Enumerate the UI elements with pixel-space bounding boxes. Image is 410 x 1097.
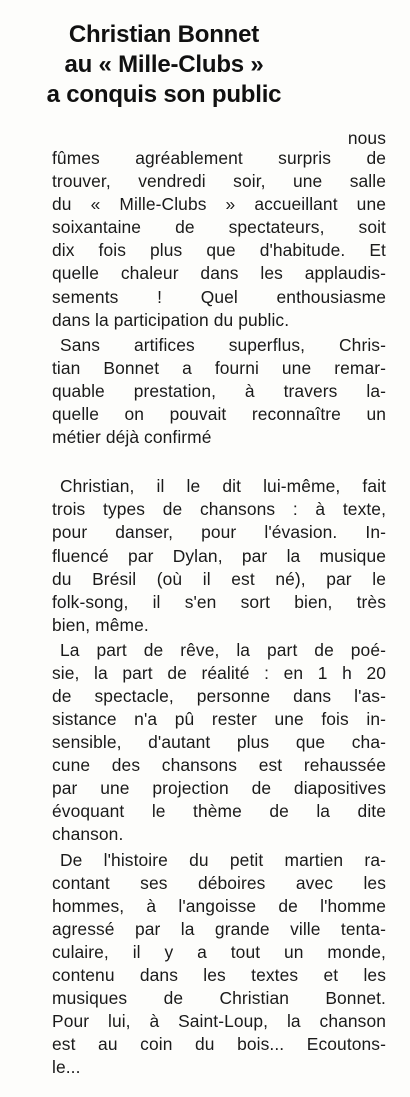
article-line: quelle on pouvait reconnaître un <box>52 404 386 424</box>
article-line: pour danser, pour l'évasion. In- <box>52 522 386 542</box>
article-line: contant ses déboires avec les <box>52 873 386 893</box>
article-line: quelle chaleur dans les applaudis- <box>52 263 386 283</box>
headline-line: au « Mille-Clubs » <box>64 51 264 78</box>
article-line: bien, même. <box>52 615 149 635</box>
article-line: par une projection de diapositives <box>52 778 386 798</box>
article-line: trois types de chansons : à texte, <box>52 499 386 519</box>
article-line: trouver, vendredi soir, une salle <box>52 171 386 191</box>
article-line: sements ! Quel enthousiasme <box>52 287 386 307</box>
article-line: La part de rêve, la part de poé- <box>60 640 386 660</box>
headline-line: a conquis son public <box>46 81 282 108</box>
article-line: dix fois plus que d'habitude. Et <box>52 240 386 260</box>
article-line: contenu dans les textes et les <box>52 965 386 985</box>
article-line: fûmes agréablement surpris de <box>52 148 386 168</box>
article-line: le... <box>52 1057 81 1077</box>
article-line: est au coin du bois... Ecoutons- <box>52 1034 386 1054</box>
article-line: folk-song, il s'en sort bien, très <box>52 592 386 612</box>
article-line: nous <box>347 128 386 148</box>
article-line: tian Bonnet a fourni une remar- <box>52 358 386 378</box>
article-line: sistance n'a pû rester une fois in- <box>52 709 386 729</box>
article-line: cune des chansons est rehaussée <box>52 755 386 775</box>
article-line: musiques de Christian Bonnet. <box>52 988 386 1008</box>
article-line: dans la participation du public. <box>52 310 290 330</box>
article-line: de spectacle, personne dans l'as- <box>52 686 386 706</box>
article-line: Sans artifices superflus, Chris- <box>60 335 386 355</box>
article-line: métier déjà confirmé <box>52 427 212 447</box>
article-line: Christian, il le dit lui-même, fait <box>60 476 386 496</box>
article-line: évoquant le thème de la dite <box>52 801 386 821</box>
headline-line: Christian Bonnet <box>68 21 260 48</box>
article-line: agressé par la grande ville tenta- <box>52 919 386 939</box>
article-line: du « Mille-Clubs » accueillant une <box>52 194 386 214</box>
article-line: sie, la part de réalité : en 1 h 20 <box>52 663 386 683</box>
article-line: Pour lui, à Saint-Loup, la chanson <box>52 1011 386 1031</box>
article-line: soixantaine de spectateurs, soit <box>52 217 386 237</box>
article-line: chanson. <box>52 824 124 844</box>
article-line: sensible, d'autant plus que cha- <box>52 732 386 752</box>
article-line: du Brésil (où il est né), par le <box>52 569 386 589</box>
article-line: fluencé par Dylan, par la musique <box>52 546 386 566</box>
article-line: hommes, à l'angoisse de l'homme <box>52 896 386 916</box>
article-line: quable prestation, à travers la- <box>52 381 386 401</box>
article-line: De l'histoire du petit martien ra- <box>60 850 386 870</box>
article-line: culaire, il y a tout un monde, <box>52 942 386 962</box>
